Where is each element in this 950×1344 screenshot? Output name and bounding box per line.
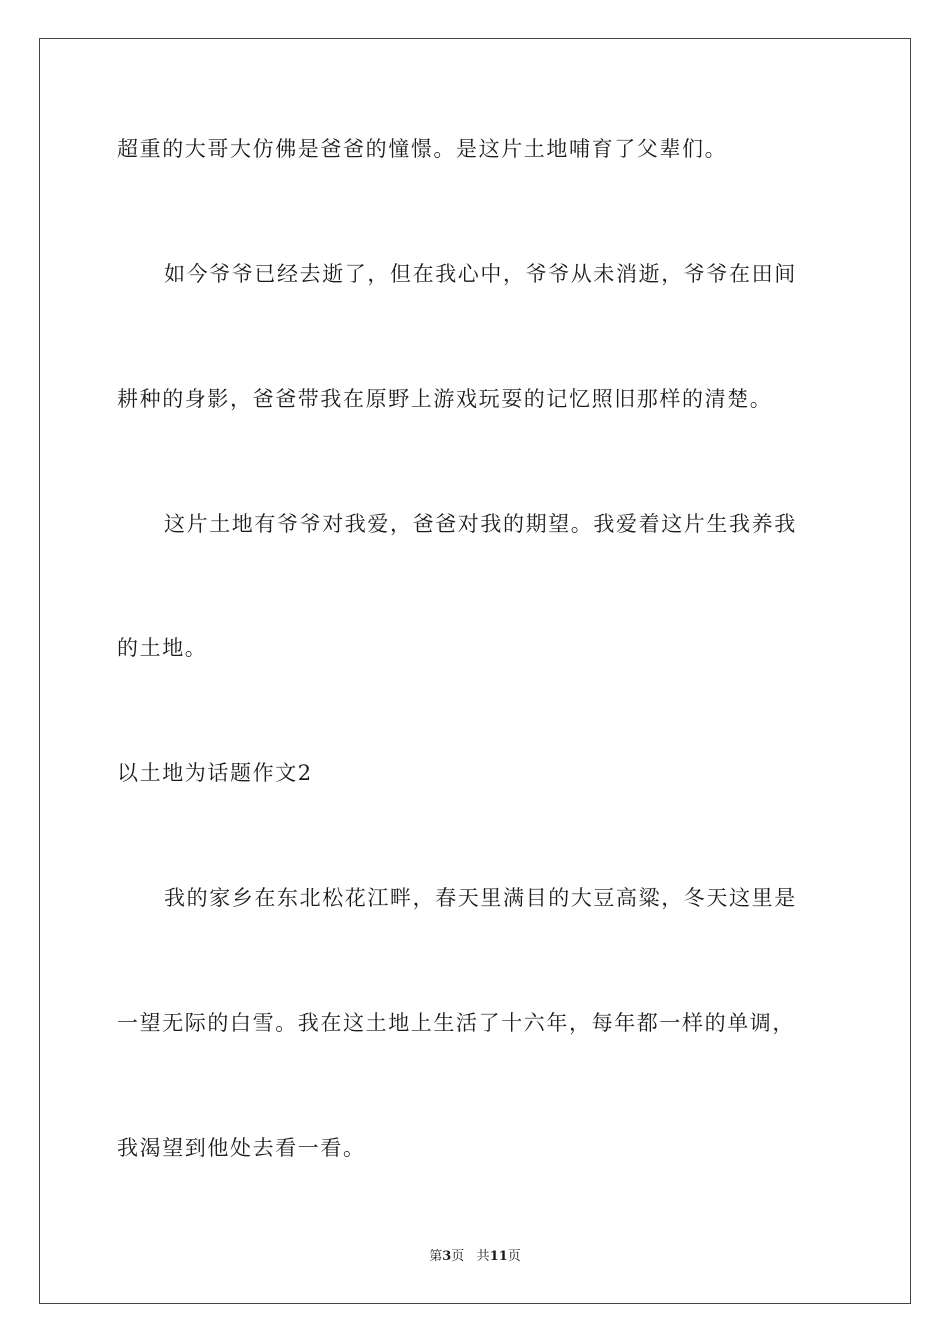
total-prefix: 共	[476, 1249, 490, 1264]
total-page-count: 11	[489, 1249, 508, 1264]
page-prefix: 第	[429, 1249, 443, 1264]
page-suffix: 页	[451, 1249, 465, 1264]
paragraph-start-line: 我的家乡在东北松花江畔，春天里满目的大豆高粱，冬天这里是	[164, 886, 797, 910]
body-text-line: 超重的大哥大仿佛是爸爸的憧憬。是这片土地哺育了父辈们。	[117, 137, 728, 161]
current-page-number: 3	[442, 1249, 452, 1264]
paragraph-start-line: 如今爷爷已经去逝了，但在我心中，爷爷从未消逝，爷爷在田间	[164, 262, 797, 286]
body-text-line: 我渴望到他处去看一看。	[117, 1136, 366, 1160]
page-border	[39, 38, 911, 1304]
page-footer	[0, 1249, 950, 1265]
body-text-line: 的土地。	[117, 636, 208, 660]
body-text-line: 一望无际的白雪。我在这土地上生活了十六年，每年都一样的单调，	[117, 1011, 795, 1035]
section-heading: 以土地为话题作文2	[117, 761, 313, 785]
body-text-line: 耕种的身影，爸爸带我在原野上游戏玩耍的记忆照旧那样的清楚。	[117, 387, 773, 411]
total-suffix: 页	[507, 1249, 521, 1264]
paragraph-start-line: 这片土地有爷爷对我爱，爸爸对我的期望。我爱着这片生我养我	[164, 512, 797, 536]
